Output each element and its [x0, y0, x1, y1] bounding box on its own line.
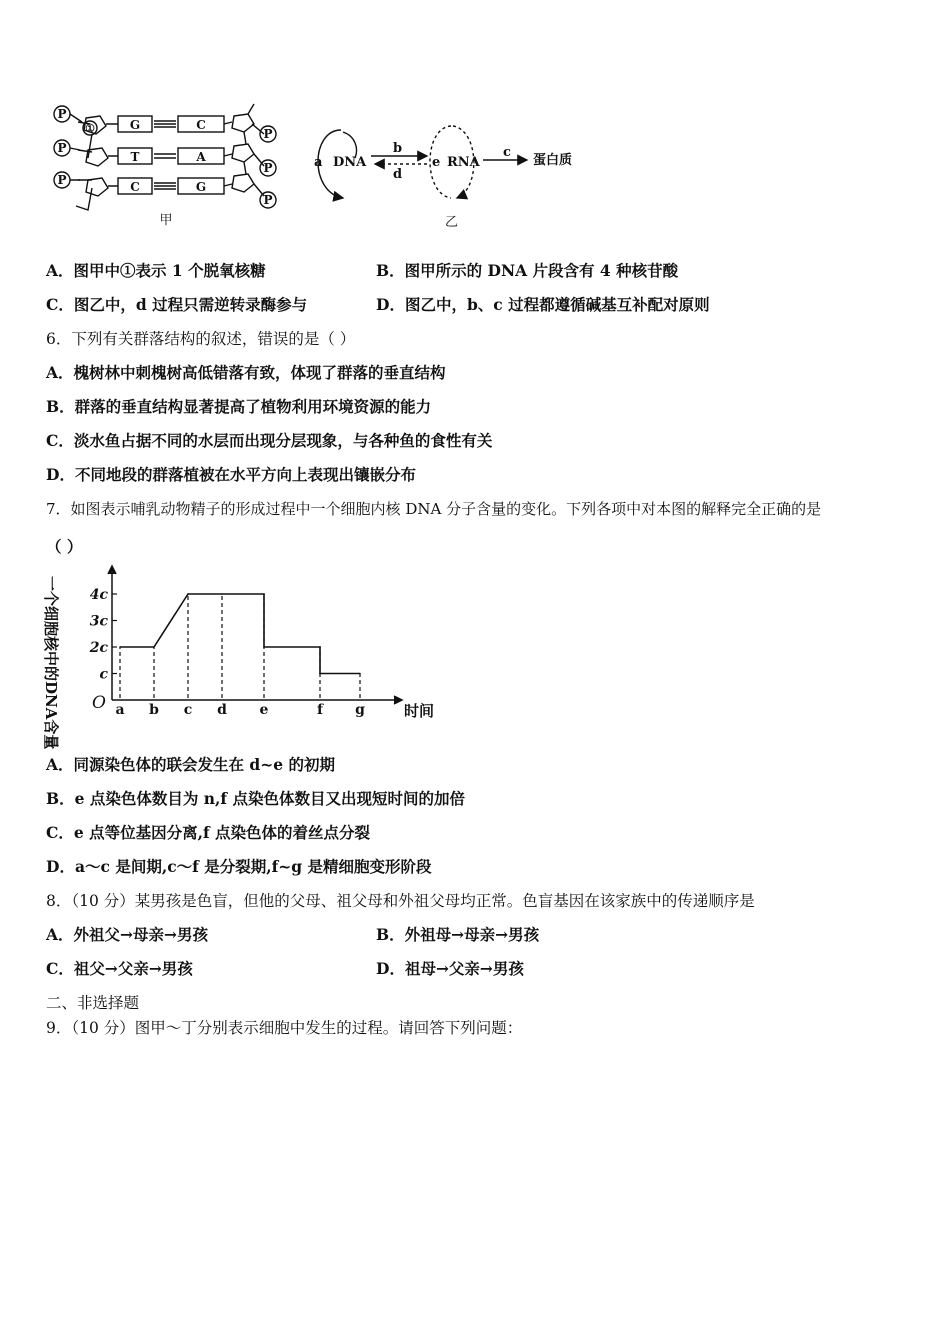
data-point [119, 646, 121, 648]
data-point [263, 593, 265, 595]
q8-option-d: D．祖母→父亲→男孩 [376, 959, 524, 978]
q6-option-a: A．槐树林中刺槐树高低错落有致，体现了群落的垂直结构 [46, 363, 446, 382]
x-tick-label: c [183, 702, 193, 718]
x-tick-label: d [217, 702, 227, 718]
dna-content-series-line [120, 594, 360, 674]
q5-option-b: B．图甲所示的 DNA 片段含有 4 种核苷酸 [376, 261, 679, 280]
q8-option-c: C．祖父→父亲→男孩 [46, 959, 193, 978]
y-axis-arrow [108, 566, 116, 574]
x-tick-label: b [149, 702, 159, 718]
base-label: G [195, 180, 207, 194]
dna-node: DNA [333, 155, 367, 170]
q8-option-a: A．外祖父→母亲→男孩 [46, 925, 209, 944]
y-axis-label: 一个细胞核中的DNA含量 [42, 576, 60, 750]
q6-option-d: D．不同地段的群落植被在水平方向上表现出镶嵌分布 [46, 465, 416, 484]
q7-option-c: C．e 点等位基因分离,f 点染色体的着丝点分裂 [46, 823, 371, 842]
origin-label: O [92, 693, 106, 713]
q5-option-c: C．图乙中，d 过程只需逆转录酶参与 [46, 295, 308, 314]
x-tick-label: g [355, 702, 365, 718]
figure-caption-yi: 乙 [445, 215, 459, 230]
y-tick-label: c [99, 666, 108, 683]
q7-option-b: B．e 点染色体数目为 n,f 点染色体数目又出现短时间的加倍 [46, 789, 465, 808]
section-heading: 二、非选择题 [46, 994, 140, 1012]
q7-option-d: D．a～c 是间期,c～f 是分裂期,f~g 是精细胞变形阶段 [46, 857, 432, 876]
phosphate-label: P [263, 127, 273, 141]
q7-answer-paren: （ ） [46, 537, 83, 556]
q8-stem: 8．（10 分）某男孩是色盲，但他的父母、祖父母和外祖父母均正常。色盲基因在该家族中的传递顺序是 [46, 892, 755, 910]
x-tick-label: f [316, 702, 324, 718]
process-e-label: e [432, 155, 441, 170]
sugar-marker: ① [85, 122, 95, 135]
data-point [359, 673, 361, 675]
figure-caption-jia: 甲 [159, 213, 173, 228]
central-dogma-figure [305, 118, 595, 230]
q8-option-b: B．外祖母→母亲→男孩 [376, 925, 540, 944]
base-label: A [196, 150, 206, 164]
data-point [221, 593, 223, 595]
data-point [153, 646, 155, 648]
base-label: G [129, 118, 141, 132]
dna-fragment-figure [48, 100, 288, 230]
phosphate-label: P [57, 173, 67, 187]
x-axis-arrow [394, 696, 402, 704]
q5-option-a: A．图甲中①表示 1 个脱氧核糖 [46, 261, 266, 280]
phosphate-label: P [57, 107, 67, 121]
dna-content-chart [40, 562, 435, 750]
x-axis-label: 时间 [404, 702, 435, 720]
data-point [263, 646, 265, 648]
rna-node: RNA [447, 155, 480, 170]
process-d-label: d [393, 167, 403, 182]
q7-stem: 7．如图表示哺乳动物精子的形成过程中一个细胞内核 DNA 分子含量的变化。下列各项中对本图的解释完全正确的是 [46, 500, 822, 518]
y-tick-label: 3c [89, 613, 108, 630]
y-tick-label: 4c [89, 587, 108, 603]
phosphate-label: P [263, 193, 273, 207]
q6-option-b: B．群落的垂直结构显著提高了植物利用环境资源的能力 [46, 397, 432, 416]
data-point [187, 593, 189, 595]
x-tick-label: e [259, 702, 269, 718]
q6-stem: 6．下列有关群落结构的叙述，错误的是（ ） [46, 330, 356, 348]
q9-stem: 9．（10 分）图甲～丁分别表示细胞中发生的过程。请回答下列问题： [46, 1019, 523, 1037]
phosphate-label: P [263, 161, 273, 175]
y-tick-label: 2c [89, 640, 108, 656]
q5-option-d: D．图乙中，b、c 过程都遵循碱基互补配对原则 [376, 295, 710, 314]
data-point [319, 673, 321, 675]
base-label: T [130, 150, 140, 164]
q7-option-a: A．同源染色体的联会发生在 d~e 的初期 [46, 755, 336, 774]
data-point [319, 646, 321, 648]
base-label: C [196, 118, 206, 132]
process-b-label: b [393, 141, 403, 156]
q6-option-c: C．淡水鱼占据不同的水层而出现分层现象，与各种鱼的食性有关 [46, 431, 493, 450]
process-a-label: a [314, 155, 323, 170]
x-tick-label: a [115, 702, 125, 718]
protein-node: 蛋白质 [533, 153, 573, 168]
process-c-label: c [503, 145, 511, 160]
phosphate-label: P [57, 141, 67, 155]
base-label: C [130, 180, 140, 194]
